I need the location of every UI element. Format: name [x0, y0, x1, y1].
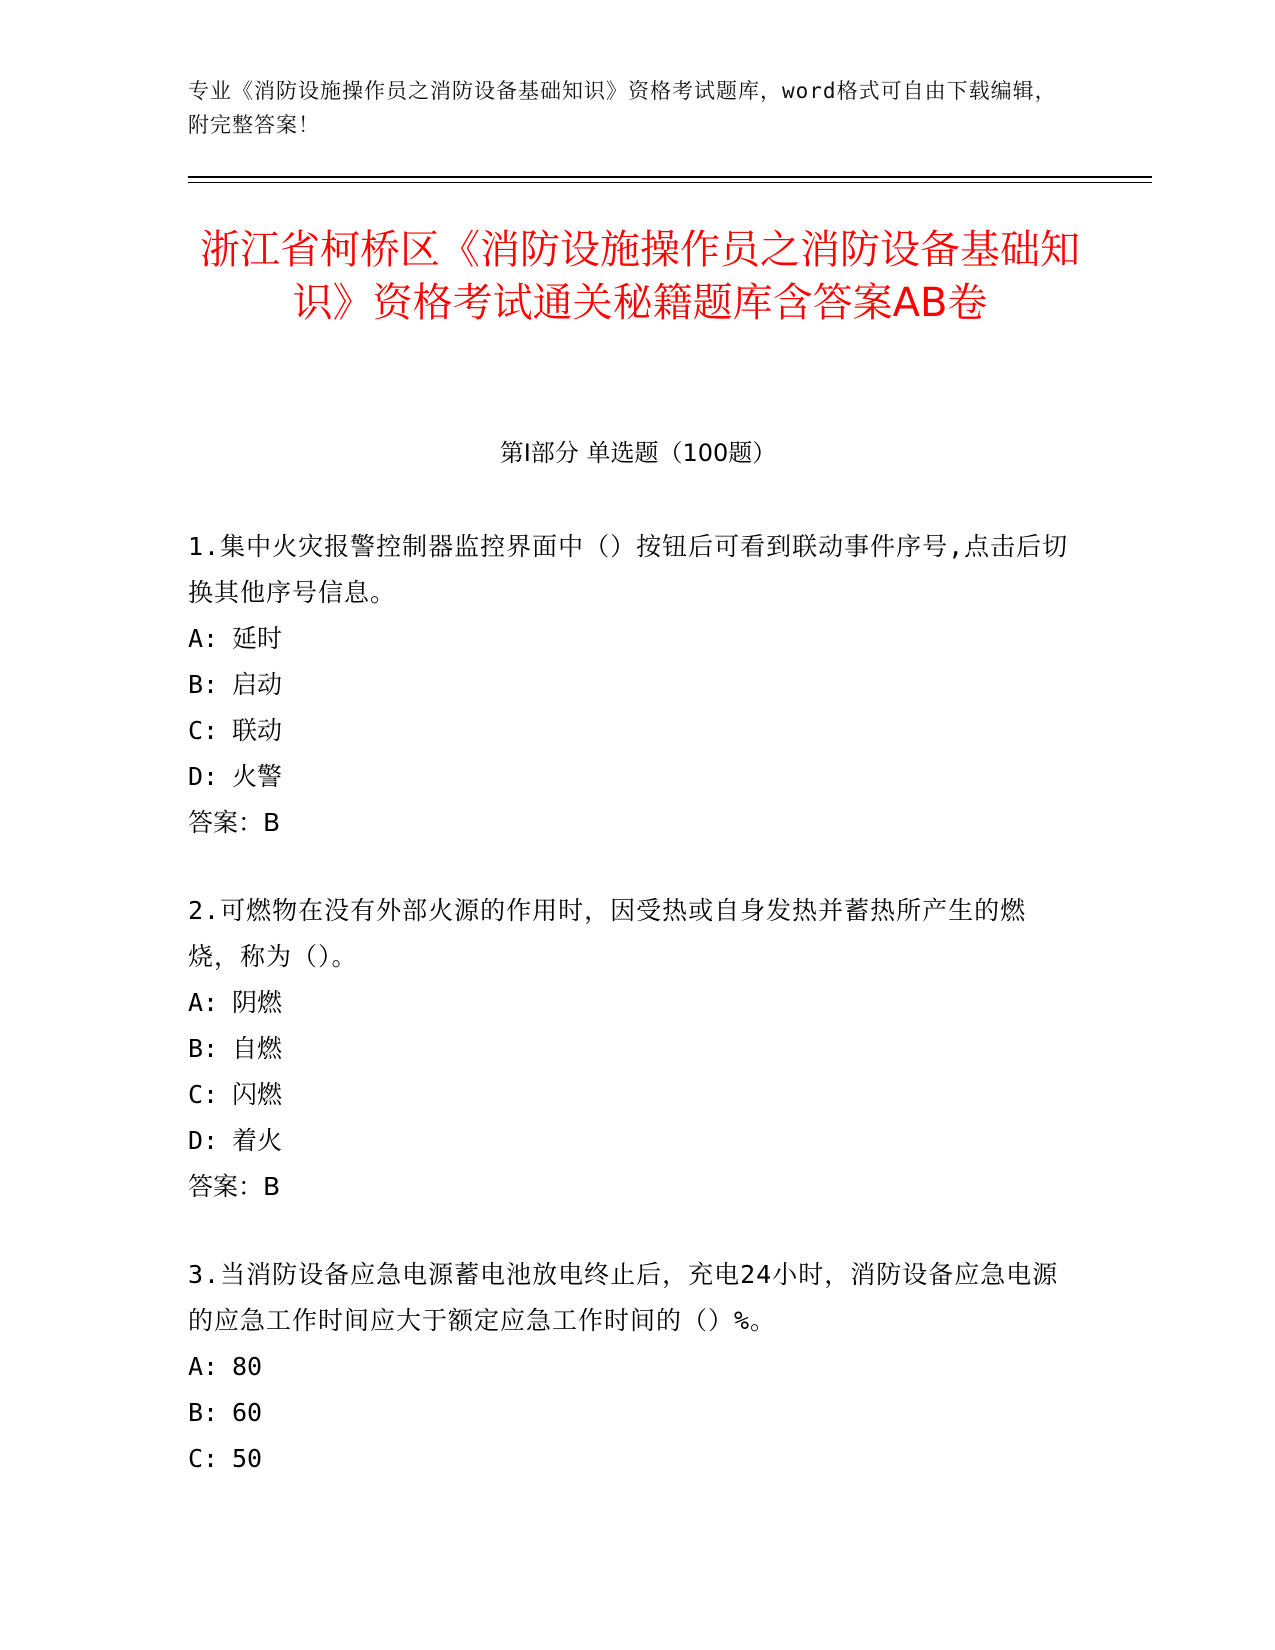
- option-b: [188, 1026, 1078, 1072]
- header-divider-thin: [188, 182, 1152, 183]
- option-key: C:: [188, 716, 219, 745]
- option-key: D:: [188, 762, 219, 791]
- answer-line: [188, 800, 1078, 846]
- option-text: 50: [232, 1444, 263, 1473]
- option-c: [188, 1436, 1078, 1482]
- option-text: 联动: [232, 716, 283, 745]
- question-stem: 3.当消防设备应急电源蓄电池放电终止后，充电24小时，消防设备应急电源的应急工作时间应大于额定应急工作时间的（）%。: [188, 1260, 1059, 1335]
- option-d: [188, 1118, 1078, 1164]
- question-1: [188, 524, 1078, 846]
- answer-value: B: [263, 1172, 281, 1201]
- option-b: [188, 662, 1078, 708]
- option-key: C:: [188, 1080, 219, 1109]
- option-key: A:: [188, 624, 219, 653]
- section-title: 第I部分 单选题（100题）: [499, 439, 777, 467]
- option-key: D:: [188, 1126, 219, 1155]
- answer-line: [188, 1164, 1078, 1210]
- option-a: [188, 1344, 1078, 1390]
- option-text: 着火: [232, 1126, 283, 1155]
- option-a: [188, 616, 1078, 662]
- document-title: 浙江省柯桥区《消防设施操作员之消防设备基础知识》资格考试通关秘籍题库含答案AB卷: [200, 227, 1080, 326]
- option-key: B:: [188, 1398, 219, 1427]
- option-key: A:: [188, 988, 219, 1017]
- header-divider-thick: [188, 176, 1152, 178]
- option-text: 闪燃: [232, 1080, 283, 1109]
- option-a: [188, 980, 1078, 1026]
- question-stem: 1.集中火灾报警控制器监控界面中（）按钮后可看到联动事件序号,点击后切换其他序号信息。: [188, 532, 1069, 607]
- option-text: 启动: [232, 670, 283, 699]
- answer-value: B: [263, 808, 281, 837]
- option-key: C:: [188, 1444, 219, 1473]
- option-text: 阴燃: [232, 988, 283, 1017]
- option-b: [188, 1390, 1078, 1436]
- option-text: 80: [232, 1352, 263, 1381]
- option-key: B:: [188, 670, 219, 699]
- header-note: 专业《消防设施操作员之消防设备基础知识》资格考试题库，word格式可自由下载编辑，附完整答案！: [188, 79, 1057, 137]
- option-text: 延时: [232, 624, 283, 653]
- option-c: [188, 708, 1078, 754]
- option-text: 火警: [232, 762, 283, 791]
- question-3: [188, 1252, 1078, 1482]
- option-text: 自燃: [232, 1034, 283, 1063]
- option-key: A:: [188, 1352, 219, 1381]
- option-d: [188, 754, 1078, 800]
- option-c: [188, 1072, 1078, 1118]
- answer-label: 答案：: [188, 808, 264, 837]
- option-key: B:: [188, 1034, 219, 1063]
- answer-label: 答案：: [188, 1172, 264, 1201]
- question-stem: 2.可燃物在没有外部火源的作用时，因受热或自身发热并蓄热所产生的燃烧，称为（）。: [188, 896, 1027, 971]
- option-text: 60: [232, 1398, 263, 1427]
- question-2: [188, 888, 1078, 1210]
